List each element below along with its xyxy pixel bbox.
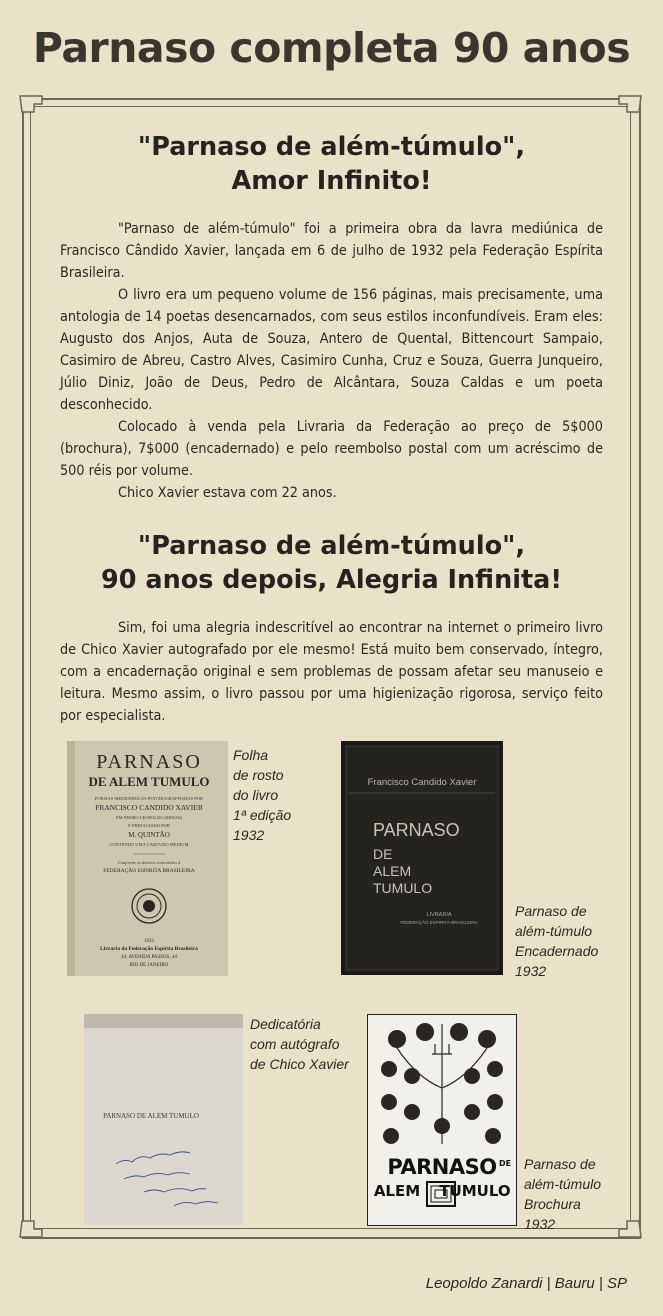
- tp-line-9: Conforme os direitos concedidos á: [117, 860, 181, 865]
- paperback-photo: [367, 1014, 517, 1226]
- pb-line-1: PARNASO: [387, 1155, 497, 1179]
- section1-paragraph1: "Parnaso de além-túmulo" foi a primeira obra da lavra mediúnica de Francisco Cândido Xavier, lançada em 6 de julho de 1932 pela Federação Espírita Brasileira.: [60, 221, 603, 281]
- tp-line-4: FRANCISCO CANDIDO XAVIER: [95, 803, 203, 812]
- pb-line-3: ALEM: [373, 1182, 421, 1200]
- bound-line-1: Francisco Candido Xavier: [367, 777, 477, 788]
- tp-line-3: POESIAS MEDIUMNICAS PSYCHOGRAPHADAS POR: [95, 796, 203, 801]
- bound-line-4: ALEM: [373, 863, 412, 879]
- tp-line-1: PARNASO: [96, 751, 202, 773]
- section1-title-line1: "Parnaso de além-túmulo",: [137, 132, 526, 162]
- tp-line-11: 1932: [144, 939, 154, 944]
- section2-title-line1: "Parnaso de além-túmulo",: [137, 531, 526, 561]
- page-title: Parnaso completa 90 anos: [32, 24, 631, 72]
- pb-line-4: TUMULO: [439, 1182, 511, 1200]
- section1-paragraph4: Chico Xavier estava com 22 anos.: [118, 485, 337, 501]
- bound-line-3: DE: [373, 846, 393, 862]
- bound-line-7: FEDERAÇÃO ESPIRITA BRASILEIRA: [400, 920, 478, 925]
- section1-paragraph3: Colocado à venda pela Livraria da Federação ao preço de 5$000 (brochura), 7$000 (encadernado) e pelo reembolso postal com um acréscimo de 500 réis por volume.: [60, 419, 603, 479]
- dedication-photo: [84, 1014, 243, 1225]
- section1-paragraph2: O livro era um pequeno volume de 156 páginas, mais precisamente, uma antologia de 14 poetas desencarnados, com seus estilos inconfundíveis. Eram eles: Augusto dos Anjos, Auta de Souza, Antero de Quental, Bittencourt Sampaio, Casimiro de Abreu, Castro Alves, Casimiro Cunha, Cruz e Souza, Guerra Junqueiro, Júlio Diniz, João de Deus, Pedro de Alcântara, Souza Caldas e um poeta desconhecido.: [60, 287, 603, 413]
- title-page-caption: Folha de rosto do livro 1ª edição 1932: [233, 747, 292, 843]
- tp-line-14: RIO DE JANEIRO: [129, 963, 169, 968]
- section1-title: [60, 130, 603, 198]
- tp-line-10: FEDERAÇÃO ESPIRITA BRASILEIRA: [103, 868, 195, 874]
- title-page-photo: [67, 741, 228, 976]
- tp-line-13: 44, AVENIDA PASSOS, 44: [121, 955, 177, 960]
- bound-line-2: PARNASO: [373, 820, 460, 840]
- tp-line-7: M. QUINTÃO: [128, 831, 170, 839]
- tp-line-8: CONTENDO UMA CARTA DO MEDIUM: [109, 842, 189, 847]
- author-credit: Leopoldo Zanardi | Bauru | SP: [425, 1275, 627, 1292]
- tp-line-2: DE ALEM TUMULO: [88, 774, 210, 789]
- tp-line-12: Livraria da Federação Espirita Brasileira: [100, 946, 198, 952]
- paperback-caption: Parnaso de além-túmulo Brochura 1932: [524, 1156, 602, 1232]
- bound-edition-photo: [341, 741, 503, 975]
- section2-title: [60, 529, 603, 597]
- section2-paragraph1: Sim, foi uma alegria indescritível ao encontrar na internet o primeiro livro de Chico Xavier autografado por ele mesmo! Está muito bem conservado, íntegro, com a encadernação original e sem problemas de possam afetar seu manuseio e leitura. Mesmo assim, o livro passou por uma higienização rigorosa, serviço feito por especialista.: [60, 620, 603, 724]
- article-content: [60, 126, 603, 727]
- bound-line-6: LIVRARIA: [426, 912, 452, 918]
- tp-line-5: EM PEDRO LEOPOLDO (MINAS): [115, 815, 183, 820]
- pb-line-2: DE: [498, 1159, 512, 1168]
- bound-edition-caption: Parnaso de além-túmulo Encadernado 1932: [515, 903, 599, 979]
- section1-title-line2: Amor Infinito!: [231, 166, 432, 196]
- bound-line-5: TUMULO: [373, 880, 433, 896]
- ded-line-1: PARNASO DE ALEM TUMULO: [103, 1112, 199, 1120]
- tp-line-6: E PREFACIADO POR: [128, 823, 170, 828]
- section2-title-line2: 90 anos depois, Alegria Infinita!: [101, 565, 562, 595]
- dedication-caption: Dedicatória com autógrafo de Chico Xavier: [250, 1016, 349, 1072]
